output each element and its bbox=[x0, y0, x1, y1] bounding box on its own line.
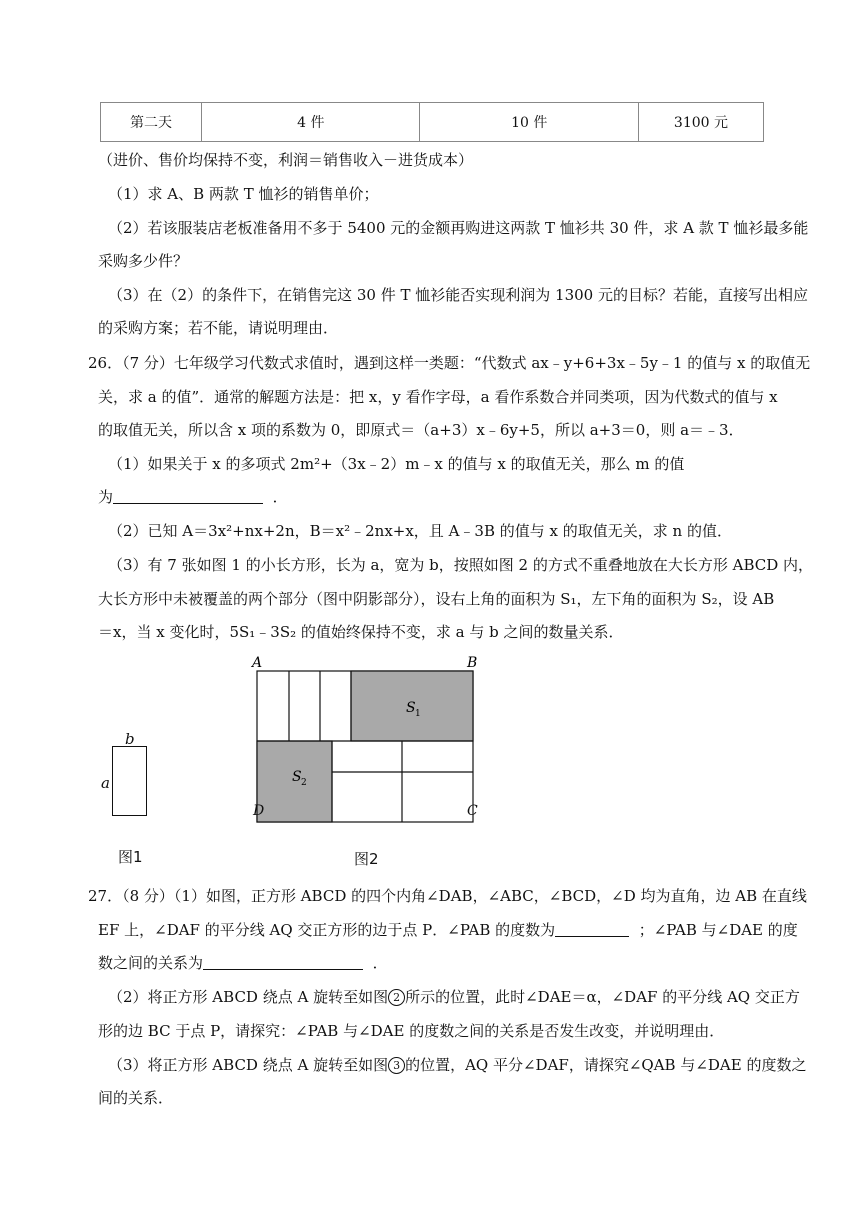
q25-3b: 的采购方案；若不能，请说明理由． bbox=[98, 319, 339, 337]
q26-1a: （1）如果关于 x 的多项式 2m²+（3x﹣2）m﹣x 的值与 x 的取值无关，那么 m 的值 bbox=[108, 455, 685, 473]
q26-1b bbox=[98, 487, 288, 507]
label-b-vertex: B bbox=[467, 655, 478, 671]
table-row bbox=[101, 103, 764, 142]
q26-intro-b: 关，求 a 的值”．通常的解题方法是：把 x，y 看作字母，a 看作系数合并同类项，因为代数式的值与 x bbox=[98, 388, 778, 406]
period: ． bbox=[272, 488, 288, 506]
table-cell-b-qty: 10 件 bbox=[420, 103, 638, 142]
q27-1c bbox=[98, 953, 388, 973]
answer-blank bbox=[203, 953, 363, 970]
label-s2: S bbox=[292, 769, 302, 785]
label-s2-sub: 2 bbox=[301, 778, 307, 788]
q27-1b-text: EF 上，∠DAF 的平分线 AQ 交正方形的边于点 P．∠PAB 的度数为 bbox=[98, 921, 556, 939]
q26-3c: ＝x，当 x 变化时，5S₁﹣3S₂ 的值始终保持不变，求 a 与 b 之间的数量关系． bbox=[98, 623, 624, 641]
figure2-label-c: C bbox=[467, 803, 478, 819]
q27-1c-text: 数之间的关系为 bbox=[98, 954, 204, 972]
table-cell-revenue: 3100 元 bbox=[638, 103, 763, 142]
note-line: （进价、售价均保持不变，利润＝销售收入－进货成本） bbox=[98, 151, 474, 169]
q26-2: （2）已知 A＝3x²+nx+2n，B＝x²﹣2nx+x，且 A﹣3B 的值与 x 的取值无关，求 n 的值． bbox=[108, 522, 732, 540]
circled-number-2: 2 bbox=[388, 989, 405, 1006]
q26-3a: （3）有 7 张如图 1 的小长方形，长为 a，宽为 b，按照如图 2 的方式不重叠地放在大长方形 ABCD 内， bbox=[108, 556, 814, 574]
q27-1b bbox=[98, 920, 798, 940]
circled-number-3: 3 bbox=[388, 1057, 405, 1074]
label-s1-sub: 1 bbox=[415, 709, 421, 719]
figure1-label-a: a bbox=[101, 774, 110, 792]
figure2-diagram bbox=[250, 652, 490, 827]
q26-intro-a: 26．（7 分）七年级学习代数式求值时，遇到这样一类题：“代数式 ax﹣y+6+3x﹣5y﹣1 的值与 x 的取值无 bbox=[88, 354, 811, 372]
label-s1: S bbox=[406, 700, 416, 716]
q27-3b: 间的关系． bbox=[98, 1089, 174, 1107]
q27-3a-text: （3）将正方形 ABCD 绕点 A 旋转至如图 bbox=[108, 1056, 389, 1074]
period: ． bbox=[372, 954, 388, 972]
q25-2b: 采购多少件？ bbox=[98, 252, 189, 270]
table-cell-day: 第二天 bbox=[101, 103, 202, 142]
purchase-table bbox=[100, 102, 764, 142]
figure1-label-b: b bbox=[125, 730, 135, 748]
answer-blank bbox=[555, 920, 629, 937]
q27-2a-text2: 所示的位置，此时∠DAE＝α，∠DAF 的平分线 AQ 交正方 bbox=[405, 988, 800, 1006]
q27-1b-text2: ；∠PAB 与∠DAE 的度 bbox=[638, 921, 798, 939]
q27-1a: 27．（8 分）（1）如图，正方形 ABCD 的四个内角∠DAB，∠ABC，∠BCD，∠D 均为直角，边 AB 在直线 bbox=[88, 887, 807, 905]
q25-1: （1）求 A、B 两款 T 恤衫的销售单价； bbox=[108, 185, 379, 203]
figure2-caption: 图2 bbox=[354, 850, 379, 868]
q26-3b: 大长方形中未被覆盖的两个部分（图中阴影部分），设右上角的面积为 S₁，左下角的面积为 S₂，设 AB bbox=[98, 590, 775, 608]
q25-2a: （2）若该服装店老板准备用不多于 5400 元的金额再购进这两款 T 恤衫共 30 件，求 A 款 T 恤衫最多能 bbox=[108, 219, 809, 237]
q25-3a: （3）在（2）的条件下，在销售完这 30 件 T 恤衫能否实现利润为 1300 元的目标？若能，直接写出相应 bbox=[108, 286, 808, 304]
q26-intro-c: 的取值无关，所以含 x 项的系数为 0，即原式＝（a+3）x﹣6y+5，所以 a+3＝0，则 a＝﹣3． bbox=[98, 421, 744, 439]
q27-2a bbox=[108, 987, 800, 1007]
figure1-caption: 图1 bbox=[118, 848, 143, 866]
q26-1b-text: 为 bbox=[98, 488, 114, 506]
q27-2a-text: （2）将正方形 ABCD 绕点 A 旋转至如图 bbox=[108, 988, 389, 1006]
q27-3a bbox=[108, 1055, 806, 1075]
figure1-rectangle bbox=[112, 746, 147, 816]
q27-3a-text2: 的位置，AQ 平分∠DAF，请探究∠QAB 与∠DAE 的度数之 bbox=[405, 1056, 807, 1074]
table-cell-a-qty: 4 件 bbox=[202, 103, 420, 142]
label-a-vertex: A bbox=[252, 655, 263, 671]
answer-blank bbox=[113, 487, 263, 504]
q27-2b: 形的边 BC 于点 P，请探究：∠PAB 与∠DAE 的度数之间的关系是否发生改变，并说明理由． bbox=[98, 1022, 725, 1040]
figure2-label-d: D bbox=[253, 803, 265, 819]
